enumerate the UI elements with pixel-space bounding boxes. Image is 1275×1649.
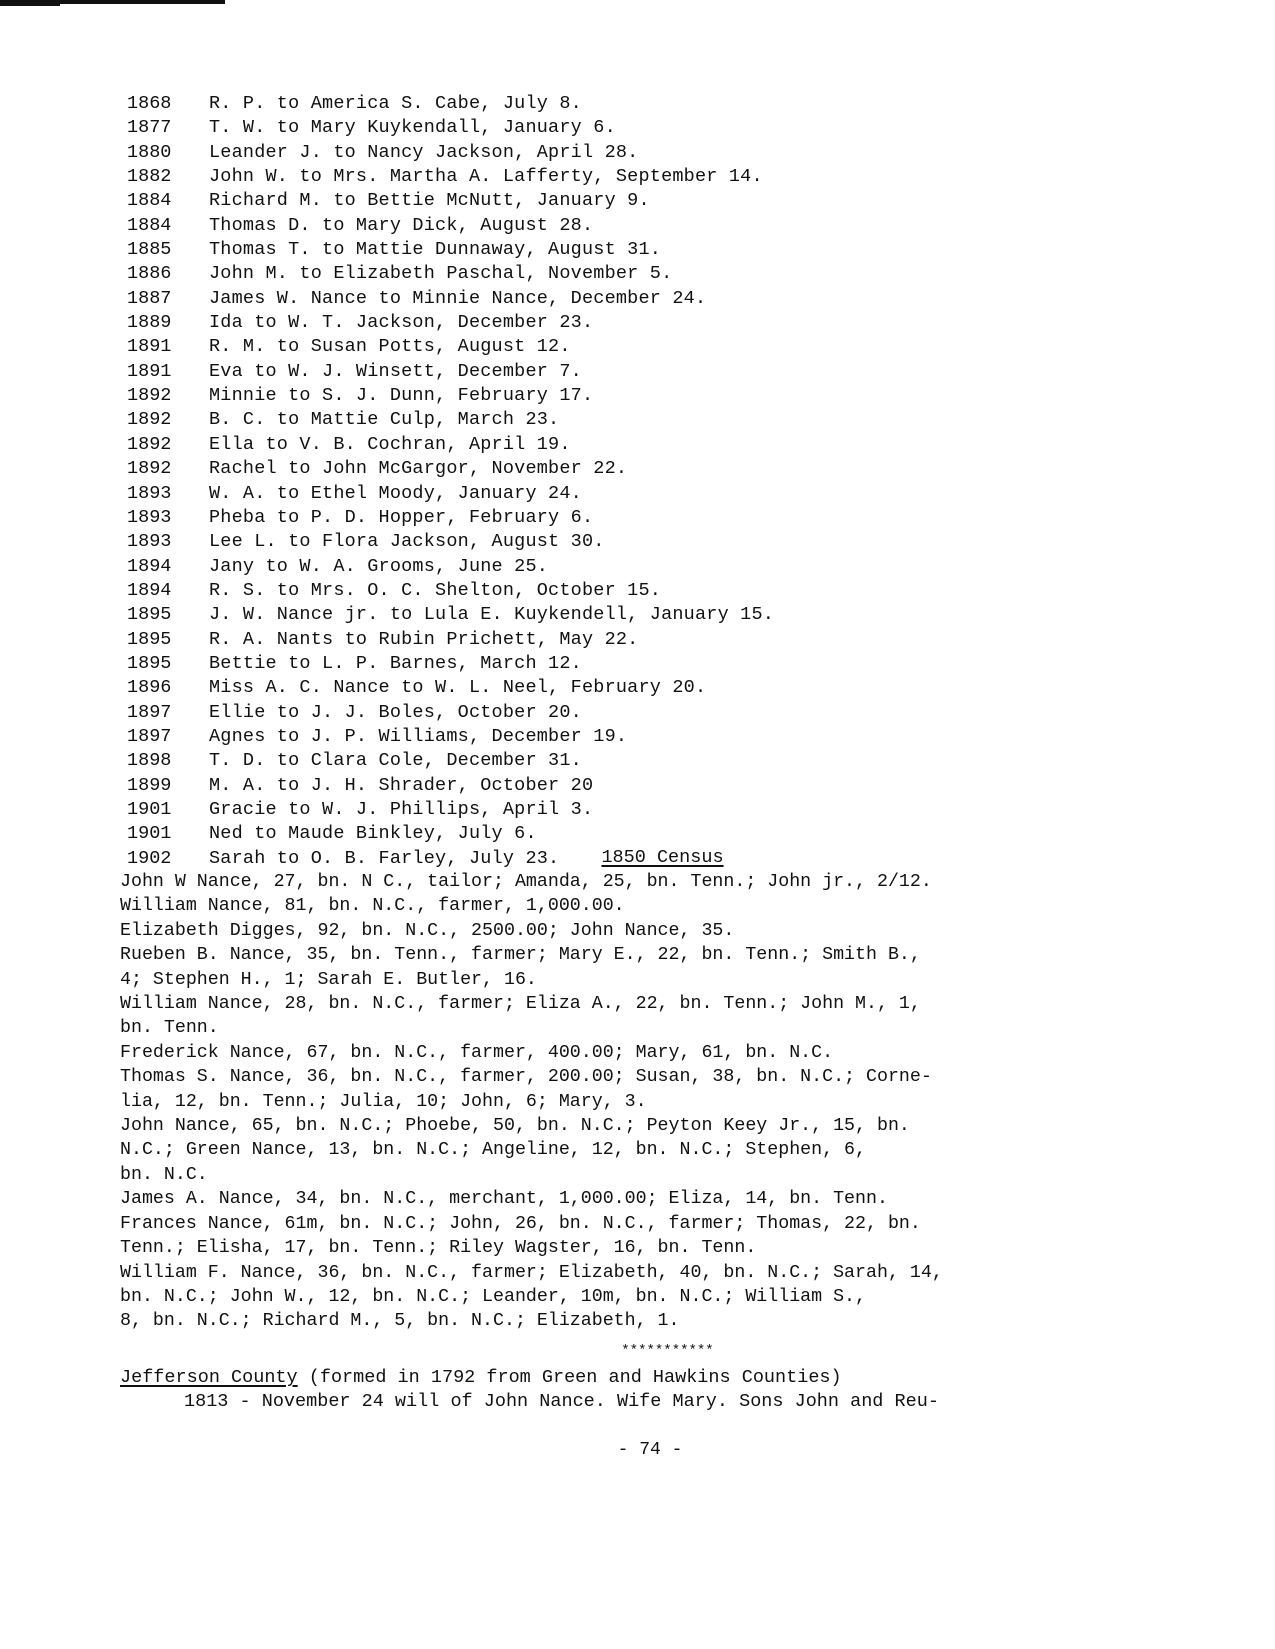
county-note: (formed in 1792 from Green and Hawkins Counties) (297, 1367, 842, 1388)
census-list (120, 870, 1080, 1334)
marriage-row (127, 774, 1127, 798)
marriage-row (127, 628, 1127, 652)
census-entry (120, 943, 1080, 992)
census-entry (120, 919, 1080, 943)
marriage-year: 1885 (127, 239, 172, 261)
county-name: Jefferson County (120, 1367, 298, 1388)
marriage-row (127, 141, 1127, 165)
marriage-list (127, 92, 1127, 871)
marriage-year: 1868 (127, 93, 172, 114)
marriage-text: Leander J. to Nancy Jackson, April 28. (209, 141, 639, 163)
marriage-row (127, 579, 1127, 603)
marriage-text: W. A. to Ethel Moody, January 24. (209, 482, 582, 504)
marriage-row (127, 555, 1127, 579)
marriage-text: Rachel to John McGargor, November 22. (209, 458, 628, 480)
census-entry (120, 1261, 1080, 1334)
census-entry (120, 894, 1080, 918)
marriage-text: R. M. to Susan Potts, August 12. (209, 336, 571, 358)
marriage-text: Miss A. C. Nance to W. L. Neel, February 20. (209, 677, 707, 699)
marriage-year: 1895 (127, 652, 172, 674)
marriage-text: John M. to Elizabeth Paschal, November 5. (209, 263, 673, 285)
marriage-text: Thomas T. to Mattie Dunnaway, August 31. (209, 239, 662, 261)
census-entry (120, 1041, 1080, 1065)
marriage-row (127, 360, 1127, 384)
marriage-year: 1877 (127, 117, 172, 139)
marriage-year: 1892 (127, 458, 172, 480)
marriage-year: 1898 (127, 750, 172, 772)
marriage-text: R. S. to Mrs. O. C. Shelton, October 15. (209, 579, 662, 601)
marriage-row (127, 165, 1127, 189)
census-entry-line: Frances Nance, 61m, bn. N.C.; John, 26, bn. N.C., farmer; Thomas, 22, bn. (120, 1213, 921, 1234)
census-heading-text: 1850 Census (601, 847, 724, 868)
census-entry-line: Thomas S. Nance, 36, bn. N.C., farmer, 200.00; Susan, 38, bn. N.C.; Corne- (120, 1067, 932, 1088)
marriage-year: 1901 (127, 823, 172, 845)
marriage-text: Jany to W. A. Grooms, June 25. (209, 555, 549, 577)
marriage-year: 1880 (127, 141, 172, 163)
marriage-row (127, 116, 1127, 140)
marriage-year: 1895 (127, 604, 172, 626)
marriage-text: Ellie to J. J. Boles, October 20. (209, 701, 582, 723)
marriage-row (127, 676, 1127, 700)
marriage-row (127, 311, 1127, 335)
marriage-year: 1884 (127, 190, 172, 212)
marriage-year: 1889 (127, 312, 172, 334)
marriage-year: 1895 (127, 628, 172, 650)
marriage-row (127, 238, 1127, 262)
census-entry-line: Tenn.; Elisha, 17, bn. Tenn.; Riley Wagster, 16, bn. Tenn. (120, 1238, 757, 1259)
marriage-text: Ida to W. T. Jackson, December 23. (209, 312, 594, 334)
marriage-year: 1892 (127, 433, 172, 455)
census-entry-line: 8, bn. N.C.; Richard M., 5, bn. N.C.; Elizabeth, 1. (120, 1311, 680, 1332)
marriage-row (127, 603, 1127, 627)
marriage-row (127, 798, 1127, 822)
census-entry-line: 4; Stephen H., 1; Sarah E. Butler, 16. (120, 969, 537, 990)
marriage-year: 1886 (127, 263, 172, 285)
marriage-text: T. D. to Clara Cole, December 31. (209, 750, 582, 772)
census-heading (0, 846, 1275, 870)
marriage-year: 1902 (127, 847, 172, 869)
marriage-year: 1893 (127, 506, 172, 528)
marriage-row (127, 652, 1127, 676)
marriage-year: 1893 (127, 482, 172, 504)
marriage-text: Minnie to S. J. Dunn, February 17. (209, 385, 594, 407)
marriage-row (127, 384, 1127, 408)
marriage-row (127, 189, 1127, 213)
marriage-year: 1893 (127, 531, 172, 553)
page-number: - 74 - (617, 1440, 683, 1460)
marriage-year: 1899 (127, 774, 172, 796)
marriage-row (127, 506, 1127, 530)
census-entry-line: bn. Tenn. (120, 1018, 219, 1039)
marriage-row (127, 749, 1127, 773)
marriage-row (127, 214, 1127, 238)
census-entry-line: lia, 12, bn. Tenn.; Julia, 10; John, 6; Mary, 3. (120, 1091, 647, 1112)
marriage-row (127, 822, 1127, 846)
marriage-row (127, 482, 1127, 506)
census-entry (120, 1212, 1080, 1261)
census-entry (120, 870, 1080, 894)
marriage-row (127, 92, 1127, 116)
marriage-text: James W. Nance to Minnie Nance, December 24. (209, 287, 707, 309)
marriage-row (127, 725, 1127, 749)
marriage-row (127, 433, 1127, 457)
marriage-text: Sarah to O. B. Farley, July 23. (209, 847, 560, 869)
census-entry-line: John Nance, 65, bn. N.C.; Phoebe, 50, bn. N.C.; Peyton Keey Jr., 15, bn. (120, 1116, 910, 1137)
census-entry-line: Rueben B. Nance, 35, bn. Tenn., farmer; Mary E., 22, bn. Tenn.; Smith B., (120, 945, 921, 966)
section-separator: *********** (621, 1343, 714, 1359)
marriage-year: 1894 (127, 579, 172, 601)
census-entry-line: Elizabeth Digges, 92, bn. N.C., 2500.00; John Nance, 35. (120, 920, 735, 941)
marriage-row (127, 530, 1127, 554)
census-entry-line: N.C.; Green Nance, 13, bn. N.C.; Angeline, 12, bn. N.C.; Stephen, 6, (120, 1140, 866, 1161)
census-entry (120, 992, 1080, 1041)
marriage-row (127, 335, 1127, 359)
census-entry-line: William F. Nance, 36, bn. N.C., farmer; Elizabeth, 40, bn. N.C.; Sarah, 14, (120, 1262, 943, 1283)
census-entry-line: bn. N.C.; John W., 12, bn. N.C.; Leander, 10m, bn. N.C.; William S., (120, 1286, 866, 1307)
census-entry-line: Frederick Nance, 67, bn. N.C., farmer, 400.00; Mary, 61, bn. N.C. (120, 1042, 834, 1063)
marriage-year: 1897 (127, 701, 172, 723)
census-entry-line: John W Nance, 27, bn. N C., tailor; Amanda, 25, bn. Tenn.; John jr., 2/12. (120, 872, 932, 892)
will-entry: 1813 - November 24 will of John Nance. Wife Mary. Sons John and Reu- (184, 1391, 939, 1413)
marriage-year: 1894 (127, 555, 172, 577)
marriage-text: Bettie to L. P. Barnes, March 12. (209, 652, 582, 674)
marriage-text: Thomas D. to Mary Dick, August 28. (209, 214, 594, 236)
marriage-row (127, 287, 1127, 311)
census-entry-line: William Nance, 28, bn. N.C., farmer; Eliza A., 22, bn. Tenn.; John M., 1, (120, 994, 921, 1015)
marriage-row (127, 701, 1127, 725)
marriage-year: 1897 (127, 725, 172, 747)
marriage-year: 1882 (127, 166, 172, 188)
marriage-text: Pheba to P. D. Hopper, February 6. (209, 506, 594, 528)
marriage-year: 1887 (127, 287, 172, 309)
census-entry (120, 1065, 1080, 1114)
marriage-text: Richard M. to Bettie McNutt, January 9. (209, 190, 650, 212)
marriage-year: 1896 (127, 677, 172, 699)
marriage-text: T. W. to Mary Kuykendall, January 6. (209, 117, 616, 139)
marriage-text: J. W. Nance jr. to Lula E. Kuykendell, January 15. (209, 604, 775, 626)
marriage-text: R. A. Nants to Rubin Prichett, May 22. (209, 628, 639, 650)
census-entry (120, 1187, 1080, 1211)
marriage-row (127, 457, 1127, 481)
marriage-year: 1891 (127, 336, 172, 358)
marriage-year: 1901 (127, 798, 172, 820)
marriage-year: 1884 (127, 214, 172, 236)
census-entry-line: William Nance, 81, bn. N.C., farmer, 1,000.00. (120, 896, 625, 917)
marriage-year: 1892 (127, 385, 172, 407)
marriage-text: Lee L. to Flora Jackson, August 30. (209, 531, 605, 553)
marriage-year: 1891 (127, 360, 172, 382)
marriage-text: B. C. to Mattie Culp, March 23. (209, 409, 560, 431)
census-entry-line: bn. N.C. (120, 1164, 208, 1185)
marriage-text: Eva to W. J. Winsett, December 7. (209, 360, 582, 382)
marriage-year: 1892 (127, 409, 172, 431)
marriage-text: Agnes to J. P. Williams, December 19. (209, 725, 628, 747)
marriage-text: Gracie to W. J. Phillips, April 3. (209, 798, 594, 820)
jefferson-heading (120, 1366, 1080, 1390)
marriage-text: M. A. to J. H. Shrader, October 20 (209, 774, 594, 796)
marriage-row (127, 408, 1127, 432)
jefferson-section (120, 1366, 1080, 1415)
marriage-text: John W. to Mrs. Martha A. Lafferty, September 14. (209, 166, 763, 188)
marriage-text: Ella to V. B. Cochran, April 19. (209, 433, 571, 455)
census-entry (120, 1114, 1080, 1187)
marriage-text: Ned to Maude Binkley, July 6. (209, 823, 537, 845)
marriage-text: R. P. to America S. Cabe, July 8. (209, 93, 582, 114)
marriage-row (127, 262, 1127, 286)
census-entry-line: James A. Nance, 34, bn. N.C., merchant, 1,000.00; Eliza, 14, bn. Tenn. (120, 1189, 888, 1210)
